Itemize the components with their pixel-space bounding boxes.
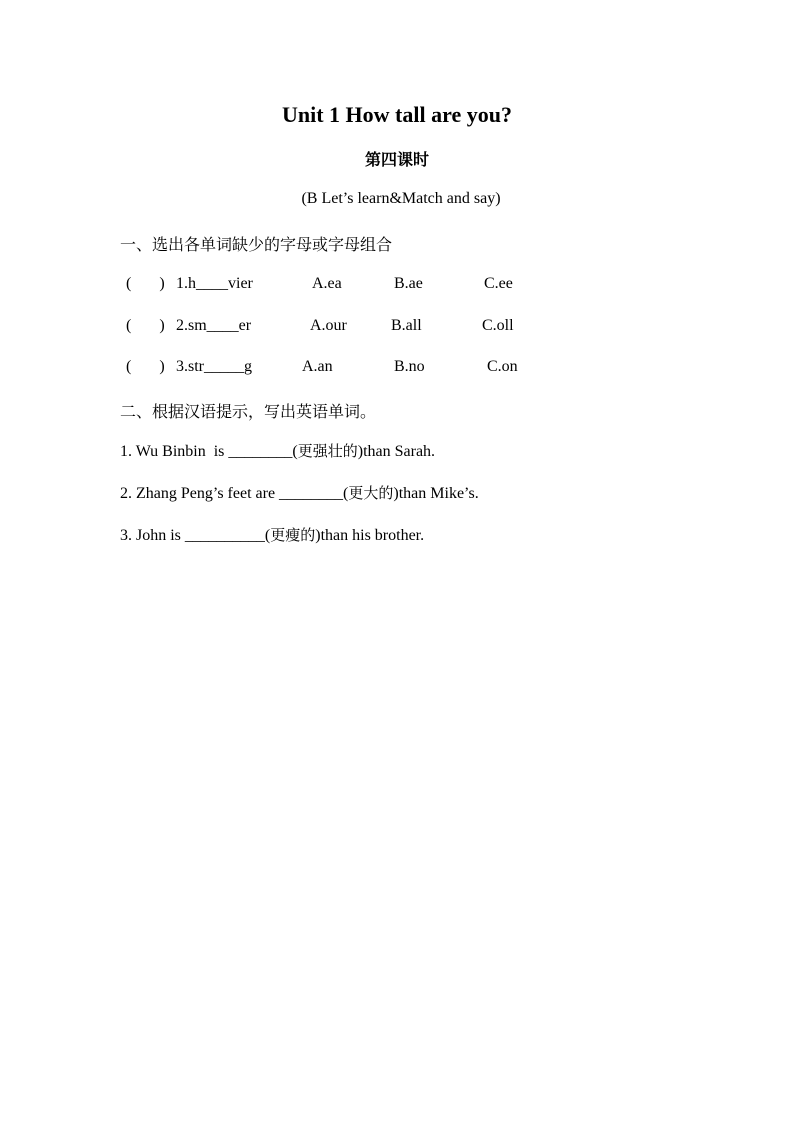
question-row: [0, 317, 794, 339]
item-text: 2. Zhang Peng’s feet are ________(: [120, 485, 349, 502]
lesson-subtitle: (B Let’s learn&Match and say): [301, 190, 501, 207]
chinese-hint: 更大的: [348, 484, 394, 502]
item-text: 1. Wu Binbin is ________(: [120, 443, 298, 460]
question-stem: 3.str_____g: [176, 358, 252, 375]
fill-in-item: [120, 482, 479, 503]
page-title: Unit 1 How tall are you?: [282, 102, 512, 127]
lesson-label: 第四课时: [364, 150, 429, 169]
option-c: C.oll: [482, 317, 514, 334]
item-text: )than Mike’s.: [393, 485, 479, 502]
question-stem: 1.h____vier: [176, 275, 253, 292]
item-text: 3. John is __________(: [120, 527, 271, 544]
option-a: A.our: [310, 317, 347, 334]
answer-paren: ( ): [126, 317, 165, 334]
option-a: A.ea: [312, 275, 342, 292]
option-c: C.ee: [484, 275, 513, 292]
option-c: C.on: [487, 358, 518, 375]
question-row: [0, 275, 794, 297]
question-stem: 2.sm____er: [176, 317, 252, 334]
chinese-hint: 更瘦的: [270, 526, 316, 544]
fill-in-item: [120, 524, 424, 545]
item-text: )than Sarah.: [357, 443, 436, 460]
option-b: B.all: [391, 317, 422, 334]
answer-paren: ( ): [126, 275, 165, 292]
section1-heading: 一、选出各单词缺少的字母或字母组合: [120, 235, 393, 254]
item-text: )than his brother.: [315, 527, 425, 544]
question-row: [0, 358, 794, 380]
fill-in-item: [120, 440, 435, 461]
option-b: B.ae: [394, 275, 423, 292]
answer-paren: ( ): [126, 358, 165, 375]
section2-heading: 二、根据汉语提示，写出英语单词。: [120, 402, 377, 421]
option-a: A.an: [302, 358, 333, 375]
option-b: B.no: [394, 358, 425, 375]
chinese-hint: 更强壮的: [297, 442, 358, 460]
